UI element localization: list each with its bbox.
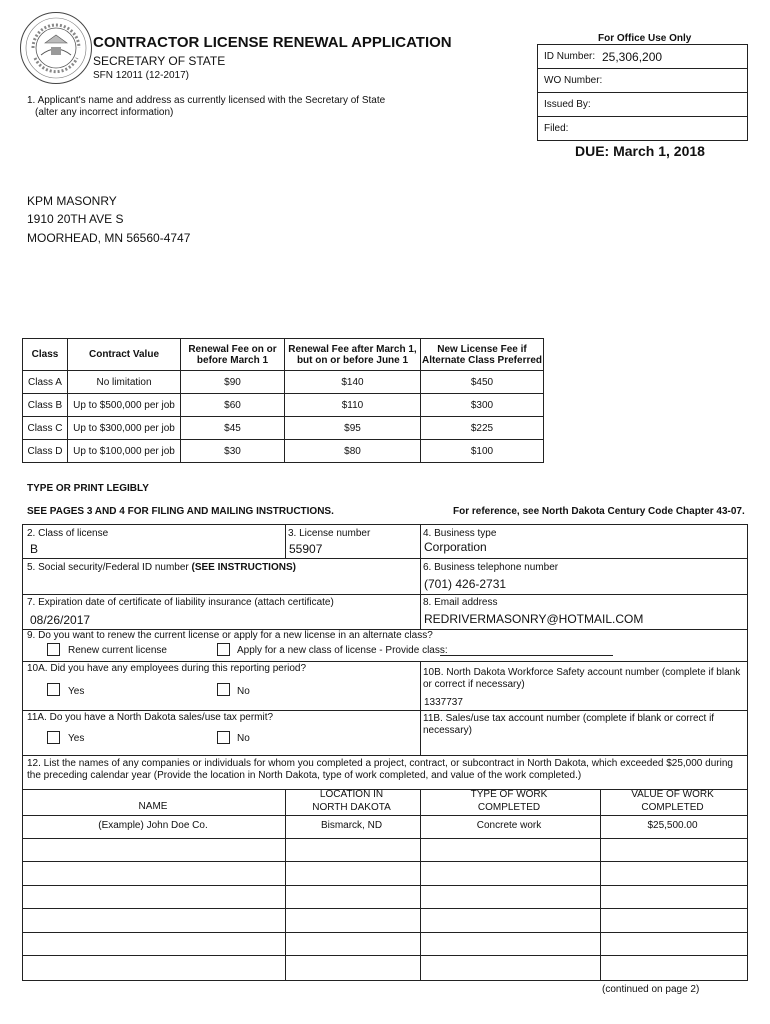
class-of-license-field[interactable]: B	[30, 542, 39, 556]
workforce-safety-label-2: or correct if necessary)	[423, 679, 525, 690]
project-entry-row[interactable]	[23, 932, 745, 954]
table-cell: Class C	[23, 417, 68, 440]
due-date: DUE: March 1, 2018	[575, 143, 705, 159]
form-number: SFN 12011 (12-2017)	[93, 70, 189, 81]
table-cell: $450	[421, 371, 544, 394]
workforce-safety-label: 10B. North Dakota Workforce Safety account number (complete if blank	[423, 667, 741, 678]
table-cell: Class D	[23, 440, 68, 463]
table-cell: $95	[285, 417, 421, 440]
col-header-value	[599, 789, 746, 814]
table-cell: $30	[181, 440, 285, 463]
office-use-heading: For Office Use Only	[598, 33, 692, 44]
sales-tax-account-label-2: necessary)	[423, 725, 472, 736]
sales-tax-account-field[interactable]	[424, 740, 739, 752]
new-class-field[interactable]	[440, 655, 613, 656]
class-of-license-label: 2. Class of license	[27, 528, 109, 539]
renew-current-checkbox[interactable]	[47, 643, 60, 656]
issued-by-label: Issued By:	[544, 99, 591, 110]
id-number-value: 25,306,200	[602, 50, 663, 64]
project-entry-row[interactable]	[23, 908, 745, 930]
fee-header-new: New License Fee if Alternate Class Preferred	[421, 339, 544, 371]
applicant-street[interactable]: 1910 20TH AVE S	[27, 212, 124, 226]
table-row	[23, 371, 544, 394]
fee-header-class: Class	[23, 339, 68, 371]
sales-tax-account-label: 11B. Sales/use tax account number (complete if blank or correct if	[423, 713, 715, 724]
fee-header-value: Contract Value	[68, 339, 181, 371]
insurance-expiration-field[interactable]: 08/26/2017	[30, 613, 91, 627]
license-number-label: 3. License number	[288, 528, 371, 539]
fee-table	[22, 338, 544, 463]
century-code-reference: For reference, see North Dakota Century Code Chapter 43-07.	[453, 506, 745, 517]
insurance-expiration-label: 7. Expiration date of certificate of liability insurance (attach certificate)	[27, 597, 334, 608]
sales-tax-no-label: No	[237, 733, 250, 744]
project-entry-row[interactable]	[23, 955, 745, 977]
applicant-city[interactable]: MOORHEAD, MN 56560-4747	[27, 231, 191, 245]
table-cell: No limitation	[68, 371, 181, 394]
business-type-label: 4. Business type	[423, 528, 497, 539]
new-class-label: Apply for a new class of license - Provide class:	[237, 645, 448, 656]
federal-id-field[interactable]	[27, 575, 392, 589]
employees-yes-checkbox[interactable]	[47, 683, 60, 696]
business-type-field[interactable]: Corporation	[424, 540, 487, 554]
table-cell: Up to $500,000 per job	[68, 394, 181, 417]
employees-no-label: No	[237, 686, 250, 697]
employees-question: 10A. Did you have any employees during this reporting period?	[27, 663, 307, 674]
project-entry-row[interactable]	[23, 861, 745, 883]
col-header-name: NAME	[138, 801, 168, 812]
workforce-safety-field[interactable]: 1337737	[424, 697, 463, 708]
projects-question: 12. List the names of any companies or individuals for whom you completed a project, contract, or subcontract in North Dakota, which exceeded $25,000 during	[27, 758, 733, 769]
col-header-location-1: LOCATION IN	[319, 789, 384, 800]
fee-header-after: Renewal Fee after March 1, but on or before June 1	[285, 339, 421, 371]
table-cell: $60	[181, 394, 285, 417]
table-cell: Up to $100,000 per job	[68, 440, 181, 463]
applicant-name[interactable]: KPM MASONRY	[27, 194, 117, 208]
table-cell: Up to $300,000 per job	[68, 417, 181, 440]
table-cell: $110	[285, 394, 421, 417]
table-row	[23, 440, 544, 463]
col-header-value-1: VALUE OF WORK	[631, 789, 714, 800]
example-value: $25,500.00	[647, 820, 698, 831]
table-cell: $100	[421, 440, 544, 463]
project-entry-row[interactable]	[23, 885, 745, 907]
employees-yes-label: Yes	[68, 686, 85, 697]
email-field[interactable]: REDRIVERMASONRY@HOTMAIL.COM	[424, 612, 644, 626]
example-name: (Example) John Doe Co.	[98, 820, 208, 831]
office-use-box	[537, 44, 748, 141]
sales-tax-yes-checkbox[interactable]	[47, 731, 60, 744]
renewal-option-question: 9. Do you want to renew the current license or apply for a new license in an alternate class?	[27, 630, 433, 641]
table-cell: Class B	[23, 394, 68, 417]
sales-tax-no-checkbox[interactable]	[217, 731, 230, 744]
table-row	[23, 417, 544, 440]
project-entry-row[interactable]	[23, 838, 745, 860]
col-header-type	[419, 789, 599, 814]
continued-note: (continued on page 2)	[602, 984, 700, 995]
email-label: 8. Email address	[423, 597, 498, 608]
table-cell: $140	[285, 371, 421, 394]
col-header-location	[284, 789, 419, 814]
federal-id-label-bold: (SEE INSTRUCTIONS)	[191, 562, 296, 573]
table-cell: Class A	[23, 371, 68, 394]
renew-current-label: Renew current license	[68, 645, 167, 656]
new-class-checkbox[interactable]	[217, 643, 230, 656]
applicant-instruction: 1. Applicant's name and address as currently licensed with the Secretary of State	[27, 95, 386, 106]
col-header-type-2: COMPLETED	[477, 801, 541, 813]
projects-question-2: the preceding calendar year (Provide the location in North Dakota, type of work completed, and value of the work completed.)	[27, 770, 582, 781]
col-header-type-1: TYPE OF WORK	[470, 789, 548, 800]
col-header-value-2: COMPLETED	[641, 801, 704, 813]
id-number-label: ID Number:	[544, 51, 596, 62]
employees-no-checkbox[interactable]	[217, 683, 230, 696]
state-seal-logo	[20, 12, 92, 84]
example-location: Bismarck, ND	[320, 820, 383, 831]
table-cell: $90	[181, 371, 285, 394]
wo-number-label: WO Number:	[544, 75, 603, 86]
sales-tax-yes-label: Yes	[68, 733, 85, 744]
page-title: CONTRACTOR LICENSE RENEWAL APPLICATION	[93, 34, 452, 51]
legibly-note: TYPE OR PRINT LEGIBLY	[27, 483, 149, 494]
col-header-location-2: NORTH DAKOTA	[312, 801, 391, 813]
applicant-instruction-note: (alter any incorrect information)	[35, 107, 174, 118]
table-cell: $225	[421, 417, 544, 440]
filing-instructions-note: SEE PAGES 3 AND 4 FOR FILING AND MAILING INSTRUCTIONS.	[27, 506, 334, 517]
phone-label: 6. Business telephone number	[423, 562, 559, 573]
table-cell: $45	[181, 417, 285, 440]
table-cell: $300	[421, 394, 544, 417]
table-row	[23, 394, 544, 417]
federal-id-label	[27, 562, 296, 575]
sales-tax-question: 11A. Do you have a North Dakota sales/use tax permit?	[27, 712, 274, 723]
phone-field[interactable]: (701) 426-2731	[424, 577, 507, 591]
federal-id-label-text: 5. Social security/Federal ID number	[27, 562, 189, 573]
table-cell: $80	[285, 440, 421, 463]
license-number-field[interactable]: 55907	[289, 542, 323, 556]
agency-name: SECRETARY OF STATE	[93, 54, 226, 68]
example-type: Concrete work	[476, 820, 542, 831]
fee-header-before: Renewal Fee on or before March 1	[181, 339, 285, 371]
filed-label: Filed:	[544, 123, 569, 134]
